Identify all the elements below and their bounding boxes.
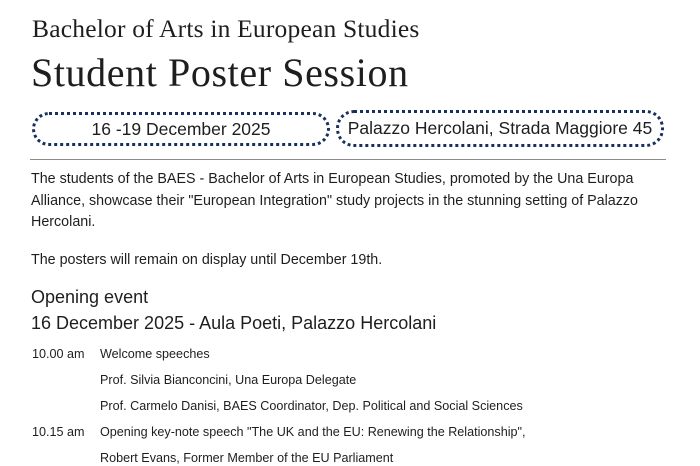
event-heading: Opening event <box>31 287 149 307</box>
dates-text: 16 -19 December 2025 <box>91 118 271 139</box>
venue-badge <box>336 110 664 147</box>
programme-time: 10.00 am <box>32 347 85 361</box>
programme-item: Welcome speeches <box>100 347 210 361</box>
dates-badge <box>32 112 330 146</box>
intro-paragraph: The students of the BAES - Bachelor of Arts in European Studies, promoted by the Una Europa Alliance, showcase their "European Integration" study projects in the stunning setting of Palazzo Hercolani. <box>31 171 639 230</box>
poster-title: Student Poster Session <box>31 50 409 95</box>
event-date-place: 16 December 2025 - Aula Poeti, Palazzo Hercolani <box>31 313 437 333</box>
poster-subtitle: Bachelor of Arts in European Studies <box>32 14 420 43</box>
programme-time: 10.15 am <box>32 425 85 439</box>
divider <box>30 159 666 160</box>
programme-item: Prof. Silvia Bianconcini, Una Europa Delegate <box>100 373 357 387</box>
programme-item: Opening key-note speech "The UK and the EU: Renewing the Relationship", <box>100 425 526 439</box>
programme-item: Robert Evans, Former Member of the EU Parliament <box>100 451 394 465</box>
display-note: The posters will remain on display until December 19th. <box>31 252 383 268</box>
venue-text: Palazzo Hercolani, Strada Maggiore 45 <box>347 118 653 138</box>
programme-item: Prof. Carmelo Danisi, BAES Coordinator, Dep. Political and Social Sciences <box>100 399 523 413</box>
